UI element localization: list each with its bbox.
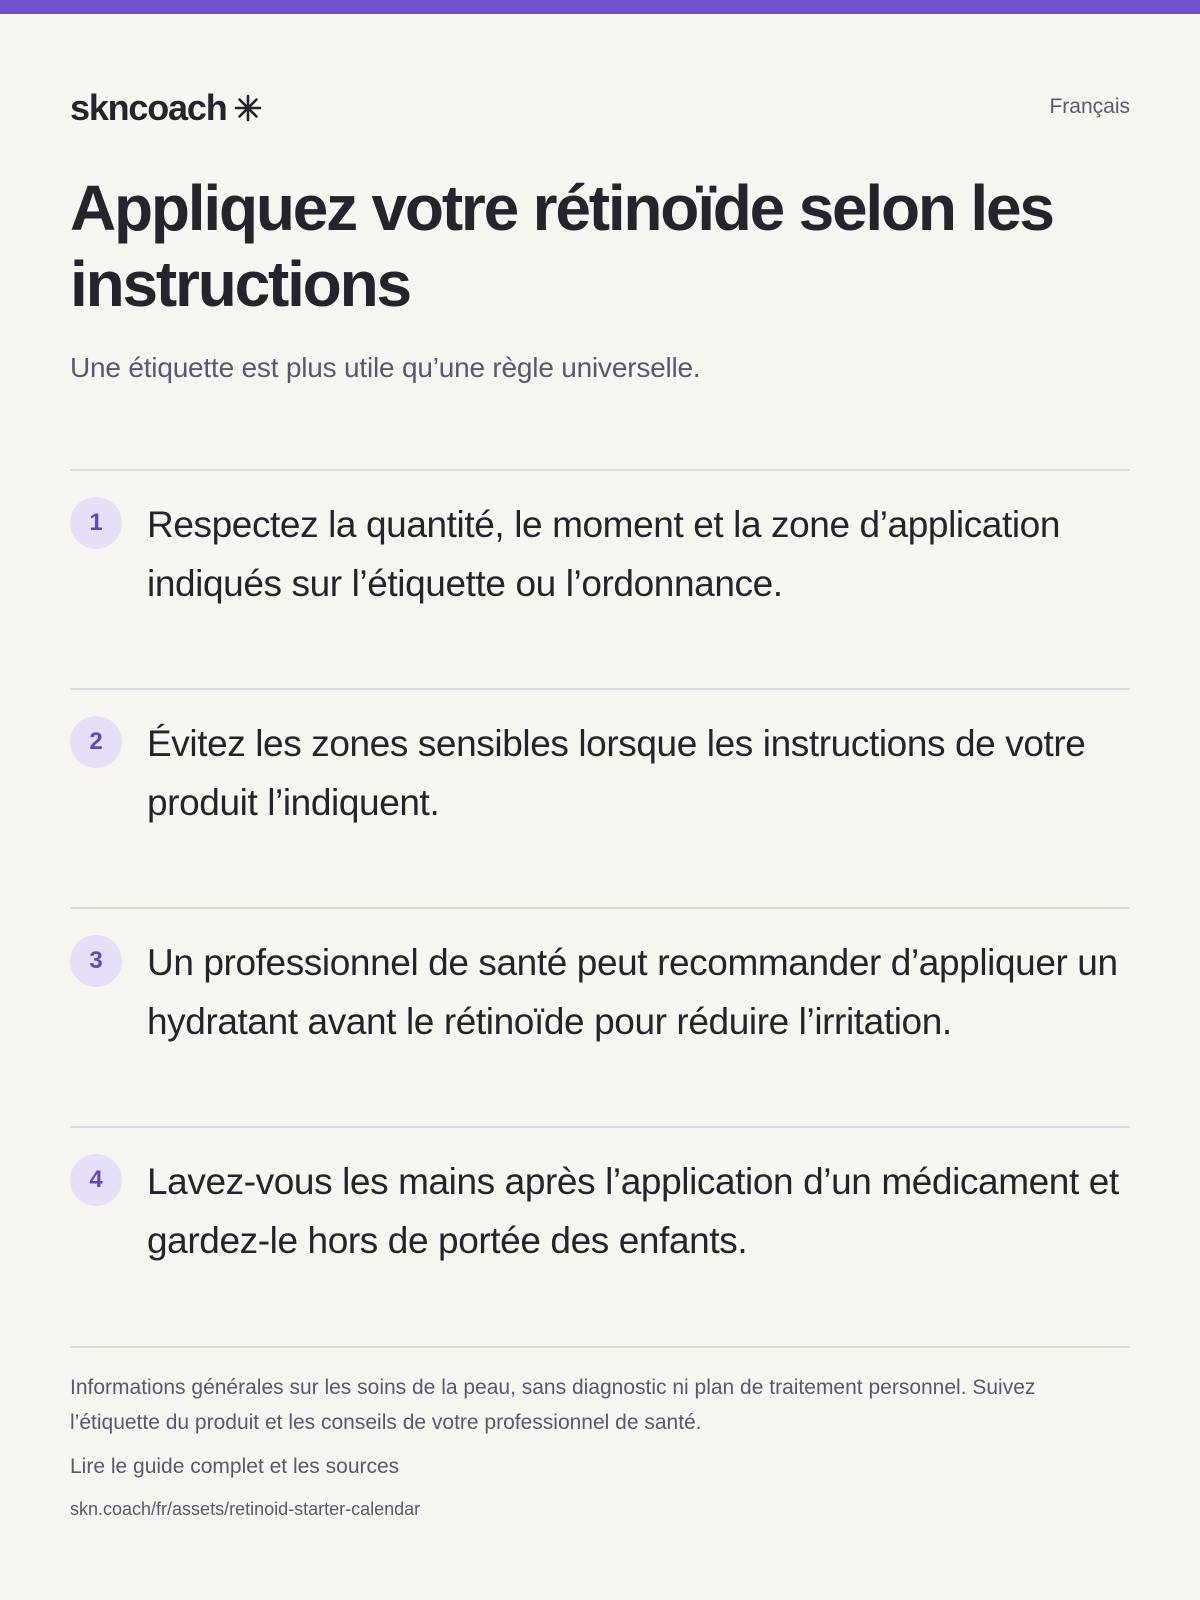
step-text: Respectez la quantité, le moment et la zone d’application indiqués sur l’étiquette ou l’ordonnance. <box>147 504 1061 604</box>
step-text: Lavez-vous les mains après l’application d’un médicament et gardez-le hors de portée des enfants. <box>147 1161 1119 1261</box>
step-text: Évitez les zones sensibles lorsque les instructions de votre produit l’indiquent. <box>147 723 1086 823</box>
language-selector[interactable]: Français <box>1049 95 1130 118</box>
page-footer <box>70 1346 1130 1522</box>
step-number-badge: 2 <box>70 716 122 768</box>
page-header <box>70 84 1130 134</box>
step-text: Un professionnel de santé peut recommander d’appliquer un hydratant avant le rétinoïde pour réduire l’irritation. <box>147 942 1118 1042</box>
step-item-3 <box>70 907 1130 1126</box>
brand-logo[interactable] <box>70 84 262 132</box>
page-subtitle: Une étiquette est plus utile qu’une règle universelle. <box>70 352 701 383</box>
step-item-2 <box>70 688 1130 907</box>
step-item-4 <box>70 1126 1130 1345</box>
brand-name: skncoach <box>70 87 227 128</box>
step-number-badge: 4 <box>70 1154 122 1206</box>
asterisk-star-icon <box>234 94 262 122</box>
source-url: skn.coach/fr/assets/retinoid-starter-calendar <box>70 1499 421 1519</box>
disclaimer-text: Informations générales sur les soins de la peau, sans diagnostic ni plan de traitement personnel. Suivez l’étiquette du produit et les conseils de votre professionnel de santé. <box>70 1376 1036 1434</box>
step-number-badge: 3 <box>70 935 122 987</box>
page-title: Appliquez votre rétinoïde selon les instructions <box>70 172 1053 320</box>
page-content <box>70 0 1130 1600</box>
step-item-1 <box>70 469 1130 688</box>
step-number-badge: 1 <box>70 497 122 549</box>
instruction-steps-list <box>70 469 1130 1345</box>
full-guide-link[interactable]: Lire le guide complet et les sources <box>70 1455 400 1478</box>
